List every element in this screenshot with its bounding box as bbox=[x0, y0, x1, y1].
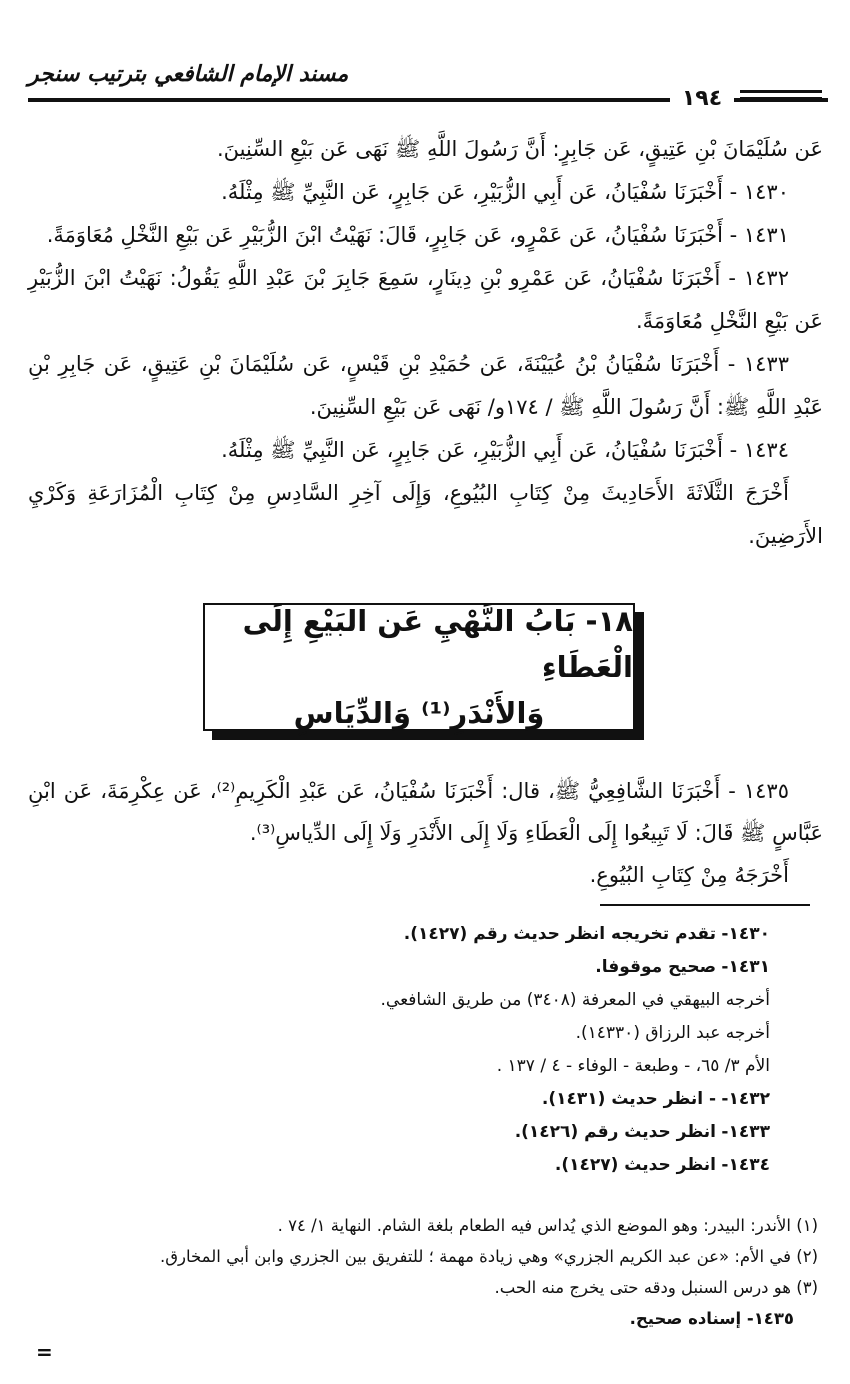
footnotes bbox=[28, 1210, 818, 1334]
hadith-1433: ١٤٣٣ - أَخْبَرَنَا سُفْيَانُ بْنُ عُيَيْنَةَ، عَن حُمَيْدِ بْنِ قَيْسٍ، عَن سُلَيْمَانَ بْنِ عَتِيقٍ، عَن جَابِرِ بْنِ عَبْدِ اللَّهِ ﷺ: أَنَّ رَسُولَ اللَّهِ ﷺ / ١٧٤و/ نَهَى عَن بَيْعِ السِّنِينَ. bbox=[28, 352, 823, 419]
note-text: - انظر حديث (١٤٣١). bbox=[541, 1089, 717, 1109]
note-line bbox=[28, 1017, 808, 1050]
note-number: ١٤٣١- bbox=[721, 957, 770, 977]
note-line bbox=[28, 918, 808, 951]
footnote-separator bbox=[600, 904, 810, 906]
hadith-1430: ١٤٣٠ - أَخْبَرَنَا سُفْيَانُ، عَن أَبِي الزُّبَيْرِ، عَن جَابِرٍ، عَن النَّبِيِّ ﷺ مِثْلَهُ. bbox=[221, 180, 789, 204]
page-number-ornament bbox=[740, 90, 822, 104]
note-text: أخرجه عبد الرزاق (١٤٣٣٠). bbox=[575, 1023, 770, 1043]
note-number: ١٤٣٣- bbox=[721, 1122, 770, 1142]
page-number: ١٩٤ bbox=[670, 86, 734, 111]
note-line bbox=[28, 951, 808, 984]
note-line bbox=[28, 1083, 808, 1116]
note-text: انظر حديث رقم (١٤٢٦). bbox=[514, 1122, 717, 1142]
note-1435: ١٤٣٥- إسناده صحيح. bbox=[629, 1309, 794, 1328]
chapter-title-line2: وَالأَنْدَرِ⁽¹⁾ وَالدِّيَاسِ bbox=[293, 696, 545, 730]
chapter-heading-box bbox=[203, 603, 635, 731]
hadith-1435: ١٤٣٥ - أَخْبَرَنَا الشَّافِعِيُّ ﷺ، قال: أَخْبَرَنَا سُفْيَانُ، عَن عَبْدِ الْكَرِيمِ⁽²⁾، عَن عِكْرِمَةَ، عَن ابْنِ عَبَّاسٍ ﷺ قَالَ: لَا تَبِيعُوا إِلَى الْعَطَاءِ وَلَا إِلَى الأَنْدَرِ وَلَا إِلَى الدِّياسِ⁽³⁾. bbox=[28, 779, 823, 845]
margin-mark: = bbox=[36, 1340, 53, 1364]
note-text: صحيح موقوفا. bbox=[595, 957, 717, 977]
note-line bbox=[28, 1050, 808, 1083]
note-text: تقدم تخريجه انظر حديث رقم (١٤٢٧). bbox=[403, 924, 717, 944]
footnote-2: (٢) في الأم: «عن عبد الكريم الجزري» وهي زيادة مهمة ؛ للتفريق بين الجزري وابن أبي المخارق. bbox=[159, 1247, 818, 1266]
hadith-1434: ١٤٣٤ - أَخْبَرَنَا سُفْيَانُ، عَن أَبِي الزُّبَيْرِ، عَن جَابِرٍ، عَن النَّبِيِّ ﷺ مِثْلَهُ. bbox=[221, 438, 789, 462]
hadith-text bbox=[28, 128, 823, 558]
text-line: عَن سُلَيْمَانَ بْنِ عَتِيقٍ، عَن جَابِرٍ: أَنَّ رَسُولَ اللَّهِ ﷺ نَهَى عَن بَيْعِ السِّنِينَ. bbox=[217, 137, 823, 161]
running-title: مسند الإمام الشافعي بترتيب سنجر bbox=[28, 62, 349, 87]
footnote-3: (٣) هو درس السنبل ودقه حتى يخرج منه الحب. bbox=[494, 1278, 818, 1297]
note-number: ١٤٣٠- bbox=[721, 924, 770, 944]
takhrij-notes bbox=[28, 918, 808, 1182]
chapter-title-line1: ١٨- بَابُ النَّهْيِ عَن البَيْعِ إِلَى الْعَطَاءِ bbox=[242, 604, 633, 684]
note-number: ١٤٣٢- bbox=[721, 1089, 770, 1109]
note-text: أخرجه البيهقي في المعرفة (٣٤٠٨) من طريق الشافعي. bbox=[380, 990, 770, 1010]
note-line bbox=[28, 1116, 808, 1149]
takhrij-note-2: أَخْرَجَهُ مِنْ كِتَابِ البُيُوعِ. bbox=[589, 863, 789, 887]
takhrij-note: أَخْرَجَ الثَّلَاثَةَ الأَحَادِيثَ مِنْ كِتَابِ البُيُوعِ، وَإِلَى آخِرِ السَّادِسِ مِنْ كِتَابِ الْمُزَارَعَةِ وَكَرْيِ الأَرَضِينَ. bbox=[28, 481, 823, 548]
hadith-1432: ١٤٣٢ - أَخْبَرَنَا سُفْيَانُ، عَن عَمْرِو بْنِ دِينَارٍ، سَمِعَ جَابِرَ بْنَ عَبْدِ اللَّهِ يَقُولُ: نَهَيْتُ ابْنَ الزُّبَيْرِ عَن بَيْعِ النَّخْلِ مُعَاوَمَةً. bbox=[28, 266, 823, 333]
note-text: انظر حديث (١٤٢٧). bbox=[554, 1155, 717, 1175]
hadith-1431: ١٤٣١ - أَخْبَرَنَا سُفْيَانُ، عَن عَمْرٍو، عَن جَابِرٍ، قَالَ: نَهَيْتُ ابْنَ الزُّبَيْرِ عَن بَيْعِ النَّخْلِ مُعَاوَمَةً. bbox=[46, 223, 789, 247]
hadith-text-2 bbox=[28, 770, 823, 896]
note-number: ١٤٣٤- bbox=[721, 1155, 770, 1175]
note-text: الأم ٣/ ٦٥، - وطبعة - الوفاء - ٤ / ١٣٧ . bbox=[496, 1056, 770, 1076]
note-line bbox=[28, 984, 808, 1017]
note-line bbox=[28, 1149, 808, 1182]
footnote-1: (١) الأندر: البيدر: وهو الموضع الذي يُداس فيه الطعام بلغة الشام. النهاية ١/ ٧٤ . bbox=[277, 1216, 818, 1235]
